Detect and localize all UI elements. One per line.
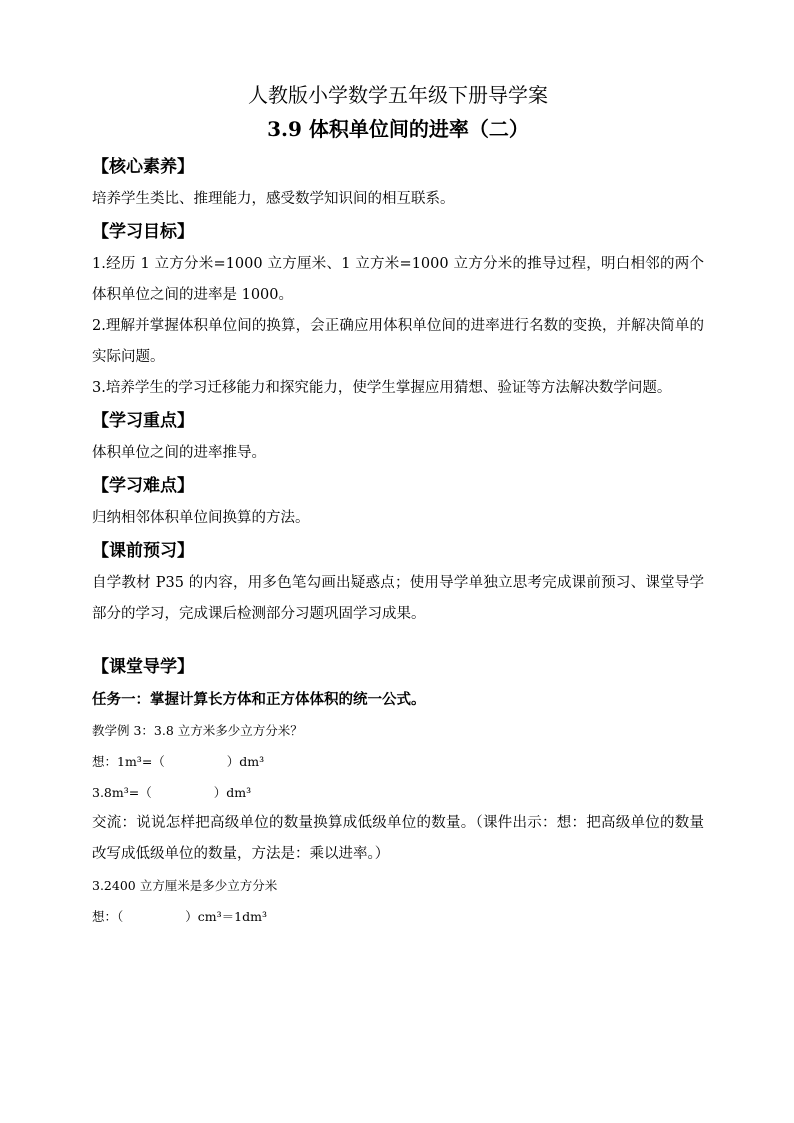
objective-item-3: 3.培养学生的学习迁移能力和探究能力，使学生掌握应用猜想、验证等方法解决数学问题。 [92,380,672,396]
objective-item-2: 2.理解并掌握体积单位间的换算，会正确应用体积单位间的进率进行名数的变换，并解决简单的实际问题。 [92,318,704,365]
key-points-text: 体积单位之间的进率推导。 [92,445,266,461]
objectives-heading: 【学习目标】 [92,222,194,242]
core-literacy-heading: 【核心素养】 [92,157,194,177]
task-one: 任务一：掌握计算长方体和正方体体积的统一公式。 [92,691,426,708]
document-title: 人教版小学数学五年级下册导学案 [248,83,548,107]
core-literacy-text: 培养学生类比、推理能力，感受数学知识间的相互联系。 [92,191,455,207]
difficulties-heading: 【学习难点】 [92,476,194,496]
guide-heading: 【课堂导学】 [92,657,194,677]
think-line-2-start: 想：（ [92,909,124,924]
example-3: 教学例 3：3.8 立方米多少立方分米？ [92,723,303,738]
preview-heading: 【课前预习】 [92,541,194,561]
conversion-line-2-end: ）dm³ [213,785,252,800]
think-line-2 [92,901,704,932]
think-line-1 [92,746,704,777]
spacer [92,630,704,650]
conversion-line-2 [92,777,704,808]
worksheet-page [92,78,704,932]
conversion-line-2-start: 3.8m³=（ [92,785,152,800]
key-points-heading: 【学习重点】 [92,411,194,431]
difficulties-text: 归纳相邻体积单位间换算的方法。 [92,510,310,526]
think-line-2-end: ）cm³＝1dm³ [185,909,267,924]
preview-text: 自学教材 P35 的内容，用多色笔勾画出疑惑点；使用导学单独立思考完成课前预习、课堂导学部分的学习，完成课后检测部分习题巩固学习成果。 [92,575,704,622]
exchange-text: 交流：说说怎样把高级单位的数量换算成低级单位的数量。（课件出示：想：把高级单位的数量改写成低级单位的数量，方法是：乘以进率。） [92,815,704,862]
question-2: 3.2400 立方厘米是多少立方分米 [92,878,278,893]
think-line-1-start: 想：1m³=（ [92,754,165,769]
think-line-1-end: ）dm³ [226,754,265,769]
lesson-subtitle: 3.9 体积单位间的进率（二） [267,117,529,141]
objective-item-1: 1.经历 1 立方分米=1000 立方厘米、1 立方米=1000 立方分米的推导过程，明白相邻的两个体积单位之间的进率是 1000。 [92,256,704,303]
